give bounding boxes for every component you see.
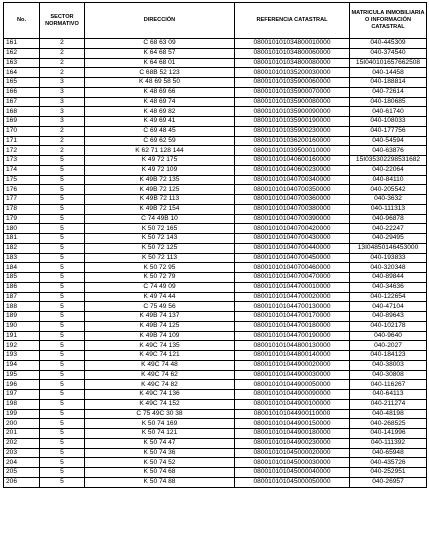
cell-matricula: 040-141996 [350, 429, 427, 439]
cell-referencia: 080010101044700010000 [235, 282, 350, 292]
cell-referencia: 080010101034800080000 [235, 58, 350, 68]
cell-sector: 5 [40, 165, 85, 175]
cell-no: 193 [4, 351, 40, 361]
cell-referencia: 080010101034800010000 [235, 39, 350, 49]
table-row [4, 165, 427, 175]
cell-direccion: K 64 68 57 [85, 48, 235, 58]
cell-no: 185 [4, 273, 40, 283]
cell-direccion: K 49C 74 152 [85, 399, 235, 409]
cell-referencia: 080010101045000050000 [235, 477, 350, 487]
cell-matricula: 040-54594 [350, 136, 427, 146]
cell-referencia: 080010101044900100000 [235, 399, 350, 409]
cell-direccion: K 50 74 36 [85, 448, 235, 458]
cell-matricula: 040-14458 [350, 68, 427, 78]
table-row [4, 175, 427, 185]
cell-referencia: 080010101040700350000 [235, 185, 350, 195]
cell-matricula: 040-102178 [350, 321, 427, 331]
cell-matricula: 040-72614 [350, 87, 427, 97]
cell-sector: 5 [40, 282, 85, 292]
cell-sector: 3 [40, 87, 85, 97]
cell-sector: 5 [40, 419, 85, 429]
cell-no: 178 [4, 204, 40, 214]
cell-referencia: 080010101040600160000 [235, 156, 350, 166]
cell-sector: 5 [40, 331, 85, 341]
cell-direccion: K 50 74 169 [85, 419, 235, 429]
cell-no: 197 [4, 390, 40, 400]
cell-no: 204 [4, 458, 40, 468]
cell-sector: 5 [40, 204, 85, 214]
cell-matricula: 040-89643 [350, 312, 427, 322]
cell-no: 188 [4, 302, 40, 312]
cell-direccion: K 50 72 95 [85, 263, 235, 273]
cell-referencia: 080010101045000040000 [235, 468, 350, 478]
cell-no: 162 [4, 48, 40, 58]
cell-matricula: 040-96878 [350, 214, 427, 224]
cell-referencia: 080010101035900070000 [235, 87, 350, 97]
cell-sector: 5 [40, 477, 85, 487]
cell-matricula: 040-84110 [350, 175, 427, 185]
cell-direccion: K 49B 72 154 [85, 204, 235, 214]
table-row [4, 58, 427, 68]
cell-matricula: 040-193833 [350, 253, 427, 263]
table-row [4, 360, 427, 370]
cell-no: 194 [4, 360, 40, 370]
cell-matricula: 040-61740 [350, 107, 427, 117]
cell-matricula: 040-22064 [350, 165, 427, 175]
cell-direccion: K 50 72 165 [85, 224, 235, 234]
cell-matricula: 040-65948 [350, 448, 427, 458]
cell-sector: 3 [40, 97, 85, 107]
table-row [4, 214, 427, 224]
cell-direccion: K 49B 74 125 [85, 321, 235, 331]
cell-sector: 3 [40, 78, 85, 88]
table-row [4, 438, 427, 448]
cell-referencia: 080010101040700360000 [235, 195, 350, 205]
cell-no: 163 [4, 58, 40, 68]
cell-referencia: 080010101035900060000 [235, 78, 350, 88]
cell-sector: 5 [40, 438, 85, 448]
cell-sector: 5 [40, 263, 85, 273]
cell-sector: 5 [40, 273, 85, 283]
cell-matricula: 040-188814 [350, 78, 427, 88]
table-row [4, 477, 427, 487]
cell-referencia: 080010101044700170000 [235, 312, 350, 322]
cell-matricula: 040-111392 [350, 438, 427, 448]
cell-matricula: 040-9640 [350, 331, 427, 341]
cell-matricula: 040-47104 [350, 302, 427, 312]
cell-referencia: 080010101044900230000 [235, 438, 350, 448]
cell-matricula: 040-38003 [350, 360, 427, 370]
cell-matricula: 15I040101657662508 [350, 58, 427, 68]
cell-no: 164 [4, 68, 40, 78]
cell-no: 187 [4, 292, 40, 302]
cell-referencia: 080010101035200030000 [235, 68, 350, 78]
table-row [4, 351, 427, 361]
cell-matricula: 040-34636 [350, 282, 427, 292]
table-row [4, 224, 427, 234]
cell-sector: 5 [40, 185, 85, 195]
header-direccion: DIRECCIÓN [85, 3, 235, 39]
cell-no: 181 [4, 234, 40, 244]
cell-no: 165 [4, 78, 40, 88]
header-referencia: REFERENCIA CATASTRAL [235, 3, 350, 39]
cell-referencia: 080010101044700180000 [235, 321, 350, 331]
cell-direccion: K 49 69 41 [85, 117, 235, 127]
cell-no: 196 [4, 380, 40, 390]
table-row [4, 331, 427, 341]
cell-referencia: 080010101045000030000 [235, 458, 350, 468]
cell-sector: 5 [40, 429, 85, 439]
cell-referencia: 080010101035900080000 [235, 97, 350, 107]
cell-sector: 5 [40, 380, 85, 390]
cell-no: 202 [4, 438, 40, 448]
table-row [4, 302, 427, 312]
cell-direccion: K 64 68 01 [85, 58, 235, 68]
cell-no: 180 [4, 224, 40, 234]
cell-referencia: 080010101044900020000 [235, 360, 350, 370]
table-row [4, 409, 427, 419]
cell-referencia: 080010101040700450000 [235, 253, 350, 263]
cell-referencia: 080010101036200160000 [235, 136, 350, 146]
table-row [4, 156, 427, 166]
cell-direccion: C 68B 52 123 [85, 68, 235, 78]
cell-matricula: 040-3632 [350, 195, 427, 205]
table-row [4, 39, 427, 49]
cell-matricula: 040-116267 [350, 380, 427, 390]
table-row [4, 341, 427, 351]
cell-matricula: 040-29495 [350, 234, 427, 244]
table-row [4, 273, 427, 283]
table-row [4, 234, 427, 244]
cell-sector: 2 [40, 126, 85, 136]
cell-referencia: 080010101040700380000 [235, 204, 350, 214]
cell-no: 183 [4, 253, 40, 263]
table-row [4, 370, 427, 380]
cell-direccion: K 49C 74 62 [85, 370, 235, 380]
cell-sector: 2 [40, 48, 85, 58]
cell-sector: 5 [40, 253, 85, 263]
table-row [4, 321, 427, 331]
cell-no: 186 [4, 282, 40, 292]
cell-matricula: 040-205542 [350, 185, 427, 195]
cell-direccion: K 49C 74 135 [85, 341, 235, 351]
header-row [4, 3, 427, 39]
cell-direccion: K 50 74 121 [85, 429, 235, 439]
cell-sector: 5 [40, 224, 85, 234]
cell-direccion: K 50 74 47 [85, 438, 235, 448]
cell-no: 169 [4, 117, 40, 127]
cell-matricula: 040-184123 [350, 351, 427, 361]
cell-matricula: 040-64113 [350, 390, 427, 400]
cell-direccion: K 50 72 125 [85, 243, 235, 253]
table-row [4, 117, 427, 127]
cell-direccion: K 48 69 74 [85, 97, 235, 107]
cell-matricula: 040-111313 [350, 204, 427, 214]
cell-matricula: 13I04850146453000 [350, 243, 427, 253]
cell-sector: 5 [40, 195, 85, 205]
table-row [4, 195, 427, 205]
cell-direccion: K 62 71 128 144 [85, 146, 235, 156]
cell-sector: 5 [40, 448, 85, 458]
table-row [4, 429, 427, 439]
cell-no: 175 [4, 175, 40, 185]
cell-direccion: C 74 49B 10 [85, 214, 235, 224]
table-row [4, 136, 427, 146]
cell-direccion: K 50 72 143 [85, 234, 235, 244]
cell-direccion: K 49C 74 136 [85, 390, 235, 400]
cell-direccion: K 49B 74 109 [85, 331, 235, 341]
cell-referencia: 080010101040600230000 [235, 165, 350, 175]
cell-sector: 2 [40, 58, 85, 68]
cell-matricula: 040-320348 [350, 263, 427, 273]
cell-no: 170 [4, 126, 40, 136]
cell-sector: 5 [40, 312, 85, 322]
table-row [4, 253, 427, 263]
cell-matricula: 040-177756 [350, 126, 427, 136]
table-row [4, 292, 427, 302]
cell-direccion: K 49 74 44 [85, 292, 235, 302]
cell-direccion: K 49 72 109 [85, 165, 235, 175]
cell-no: 182 [4, 243, 40, 253]
cadastral-table [3, 2, 427, 488]
cell-sector: 5 [40, 399, 85, 409]
cell-referencia: 080010101035900190000 [235, 117, 350, 127]
table-row [4, 185, 427, 195]
cell-no: 205 [4, 468, 40, 478]
table-row [4, 243, 427, 253]
cell-direccion: K 49B 72 113 [85, 195, 235, 205]
cell-referencia: 080010101040700440000 [235, 243, 350, 253]
cell-direccion: K 49C 74 82 [85, 380, 235, 390]
cell-referencia: 080010101034800060000 [235, 48, 350, 58]
table-row [4, 146, 427, 156]
cell-matricula: 040-63876 [350, 146, 427, 156]
cell-direccion: K 49B 72 135 [85, 175, 235, 185]
cell-direccion: K 49B 72 125 [85, 185, 235, 195]
cell-no: 172 [4, 146, 40, 156]
cell-referencia: 080010101045000020000 [235, 448, 350, 458]
cell-referencia: 080010101040700460000 [235, 263, 350, 273]
cell-no: 168 [4, 107, 40, 117]
cell-no: 171 [4, 136, 40, 146]
cell-matricula: 040-252951 [350, 468, 427, 478]
cell-no: 173 [4, 156, 40, 166]
cell-direccion: C 69 48 45 [85, 126, 235, 136]
cell-referencia: 080010101044900150000 [235, 419, 350, 429]
cell-direccion: C 75 49C 30 38 [85, 409, 235, 419]
cell-sector: 5 [40, 175, 85, 185]
cell-no: 161 [4, 39, 40, 49]
cell-referencia: 080010101040700420000 [235, 224, 350, 234]
table-body [4, 39, 427, 488]
cell-direccion: K 50 74 88 [85, 477, 235, 487]
cell-sector: 2 [40, 39, 85, 49]
cell-direccion: K 50 72 113 [85, 253, 235, 263]
cell-matricula: 040-30808 [350, 370, 427, 380]
cell-no: 199 [4, 409, 40, 419]
cell-matricula: 040-435726 [350, 458, 427, 468]
cell-referencia: 080010101040700470000 [235, 273, 350, 283]
cell-referencia: 080010101044700130000 [235, 302, 350, 312]
cell-direccion: C 68 63 09 [85, 39, 235, 49]
cell-referencia: 080010101044700190000 [235, 331, 350, 341]
table-row [4, 107, 427, 117]
cell-no: 206 [4, 477, 40, 487]
cell-matricula: 040-445309 [350, 39, 427, 49]
table-row [4, 399, 427, 409]
header-matricula: MATRICULA INMOBILIARIA O INFORMACIÓN CATASTRAL [350, 3, 427, 39]
cell-referencia: 080010101044900180000 [235, 429, 350, 439]
cell-direccion: K 49C 74 48 [85, 360, 235, 370]
table-row [4, 468, 427, 478]
cell-direccion: K 49 72 175 [85, 156, 235, 166]
table-row [4, 312, 427, 322]
cell-referencia: 080010101044900110000 [235, 409, 350, 419]
cell-no: 201 [4, 429, 40, 439]
cell-direccion: K 50 74 68 [85, 468, 235, 478]
cell-sector: 5 [40, 458, 85, 468]
table-row [4, 282, 427, 292]
table-row [4, 97, 427, 107]
cell-matricula: 040-374540 [350, 48, 427, 58]
cell-sector: 3 [40, 117, 85, 127]
cell-no: 189 [4, 312, 40, 322]
document-page [3, 2, 427, 488]
cell-referencia: 080010101044900030000 [235, 370, 350, 380]
table-header [4, 3, 427, 39]
cell-sector: 5 [40, 234, 85, 244]
cell-no: 198 [4, 399, 40, 409]
header-sector: SECTOR NORMATIVO [40, 3, 85, 39]
cell-referencia: 080010101044900050000 [235, 380, 350, 390]
table-row [4, 380, 427, 390]
cell-sector: 2 [40, 136, 85, 146]
cell-sector: 5 [40, 243, 85, 253]
table-row [4, 390, 427, 400]
cell-no: 177 [4, 195, 40, 205]
cell-no: 203 [4, 448, 40, 458]
cell-referencia: 080010101035900090000 [235, 107, 350, 117]
cell-direccion: C 69 62 59 [85, 136, 235, 146]
cell-sector: 5 [40, 341, 85, 351]
cell-matricula: 040-122654 [350, 292, 427, 302]
cell-direccion: K 50 74 52 [85, 458, 235, 468]
cell-referencia: 080010101044800140000 [235, 351, 350, 361]
table-row [4, 78, 427, 88]
cell-no: 166 [4, 87, 40, 97]
cell-no: 179 [4, 214, 40, 224]
cell-matricula: 040-180685 [350, 97, 427, 107]
cell-referencia: 080010101044700020000 [235, 292, 350, 302]
cell-matricula: 15I035302298531682 [350, 156, 427, 166]
cell-sector: 5 [40, 302, 85, 312]
cell-direccion: K 50 72 79 [85, 273, 235, 283]
cell-sector: 5 [40, 360, 85, 370]
table-row [4, 458, 427, 468]
cell-no: 190 [4, 321, 40, 331]
cell-no: 192 [4, 341, 40, 351]
table-row [4, 87, 427, 97]
table-row [4, 48, 427, 58]
cell-sector: 5 [40, 351, 85, 361]
cell-referencia: 080010101044800130000 [235, 341, 350, 351]
cell-direccion: K 48 69 58 50 [85, 78, 235, 88]
cell-no: 200 [4, 419, 40, 429]
cell-direccion: C 74 49 09 [85, 282, 235, 292]
table-row [4, 68, 427, 78]
cell-no: 191 [4, 331, 40, 341]
table-row [4, 448, 427, 458]
cell-no: 174 [4, 165, 40, 175]
cell-referencia: 080010101044900090000 [235, 390, 350, 400]
cell-sector: 5 [40, 390, 85, 400]
table-row [4, 263, 427, 273]
cell-direccion: K 48 69 82 [85, 107, 235, 117]
table-row [4, 419, 427, 429]
cell-direccion: K 49B 74 137 [85, 312, 235, 322]
cell-no: 167 [4, 97, 40, 107]
cell-matricula: 040-48198 [350, 409, 427, 419]
table-row [4, 204, 427, 214]
cell-sector: 5 [40, 468, 85, 478]
cell-sector: 3 [40, 107, 85, 117]
cell-matricula: 040-2027 [350, 341, 427, 351]
cell-sector: 5 [40, 370, 85, 380]
table-row [4, 126, 427, 136]
cell-matricula: 040-89844 [350, 273, 427, 283]
cell-matricula: 040-211274 [350, 399, 427, 409]
cell-matricula: 040-26957 [350, 477, 427, 487]
cell-sector: 5 [40, 409, 85, 419]
cell-sector: 5 [40, 156, 85, 166]
header-no: No. [4, 3, 40, 39]
cell-sector: 2 [40, 68, 85, 78]
cell-sector: 2 [40, 146, 85, 156]
cell-sector: 5 [40, 214, 85, 224]
cell-matricula: 040-108033 [350, 117, 427, 127]
cell-referencia: 080010101040700430000 [235, 234, 350, 244]
cell-matricula: 040-268525 [350, 419, 427, 429]
cell-referencia: 080010101040700340000 [235, 175, 350, 185]
cell-matricula: 040-22247 [350, 224, 427, 234]
cell-sector: 5 [40, 321, 85, 331]
cell-direccion: C 75 49 56 [85, 302, 235, 312]
cell-direccion: K 48 69 66 [85, 87, 235, 97]
cell-direccion: K 49C 74 121 [85, 351, 235, 361]
cell-no: 176 [4, 185, 40, 195]
cell-no: 184 [4, 263, 40, 273]
cell-referencia: 080010101040700390000 [235, 214, 350, 224]
cell-referencia: 080010101039500010000 [235, 146, 350, 156]
cell-sector: 5 [40, 292, 85, 302]
cell-no: 195 [4, 370, 40, 380]
cell-referencia: 080010101035900230000 [235, 126, 350, 136]
